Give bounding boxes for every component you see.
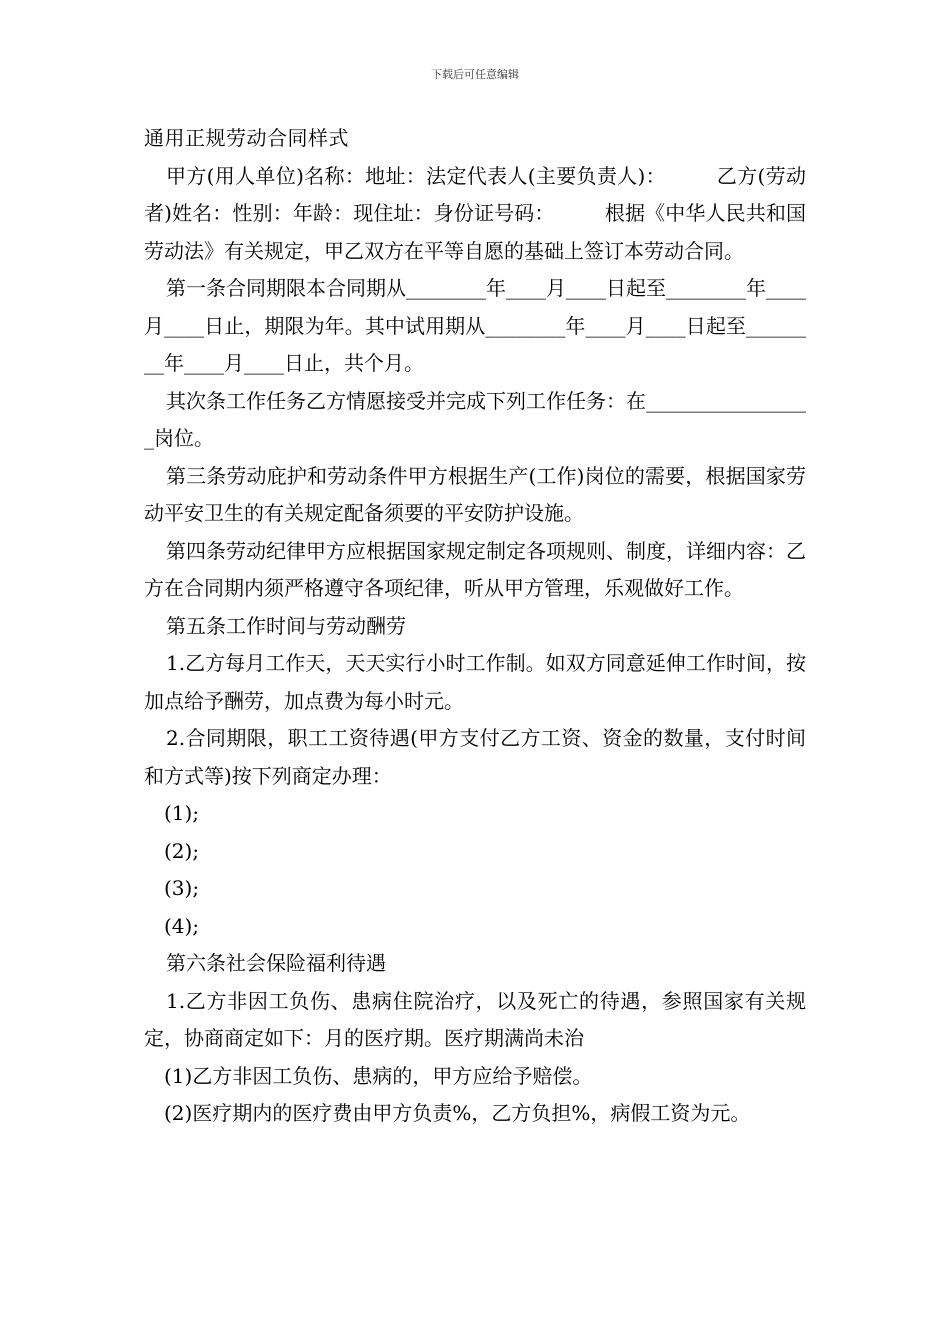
list-item: (2); — [164, 838, 200, 863]
paragraph-article-2: 其次条工作任务乙方情愿接受并完成下列工作任务：在_________________岗位。 — [144, 388, 806, 450]
paragraph-article-4: 第四条劳动纪律甲方应根据国家规定制定各项规则、制度，详细内容：乙方在合同期内须严格遵守各项纪律，听从甲方管理，乐观做好工作。 — [144, 538, 806, 600]
paragraph-article-5-heading: 第五条工作时间与劳动酬劳 — [166, 613, 406, 638]
document-body — [144, 120, 806, 1133]
paragraph-article-5-item-1: 1.乙方每月工作天，天天实行小时工作制。如双方同意延伸工作时间，按加点给予酬劳，加点费为每小时元。 — [144, 651, 806, 713]
paragraph-article-6-sub-2: (2)医疗期内的医疗费由甲方负责%，乙方负担%，病假工资为元。 — [164, 1101, 751, 1125]
paragraph-article-6-item-1: 1.乙方非因工负伤、患病住院治疗，以及死亡的待遇，参照国家有关规定，协商商定如下：月的医疗期。医疗期满尚未治 — [144, 988, 806, 1050]
paragraph-parties: 甲方(用人单位)名称：地址：法定代表人(主要负责人)： 乙方(劳动者)姓名：性别：年龄：现住址：身份证号码： 根据《中华人民共和国劳动法》有关规定，甲乙双方在平等自愿的基础上签订本劳动合同。 — [144, 163, 806, 263]
paragraph-article-1: 第一条合同期限本合同期从________年____月____日起至________年____月____日止，期限为年。其中试用期从________年____月____日起至________年____月____日止，共个月。 — [144, 276, 806, 375]
list-item: (3); — [164, 876, 200, 900]
paragraph-article-3: 第三条劳动庇护和劳动条件甲方根据生产(工作)岗位的需要，根据国家劳动平安卫生的有关规定配备须要的平安防护设施。 — [144, 463, 806, 525]
list-item: (4); — [164, 913, 200, 938]
paragraph-article-6-sub-1: (1)乙方非因工负伤、患病的，甲方应给予赔偿。 — [164, 1063, 593, 1088]
paragraph-article-5-item-2: 2.合同期限，职工工资待遇(甲方支付乙方工资、资金的数量，支付时间和方式等)按下列商定办理： — [144, 726, 806, 788]
paragraph-article-6-heading: 第六条社会保险福利待遇 — [166, 951, 386, 975]
document-title: 通用正规劳动合同样式 — [144, 126, 349, 150]
page-header-note: 下载后可任意编辑 — [431, 68, 519, 81]
list-item: (1); — [164, 801, 200, 825]
